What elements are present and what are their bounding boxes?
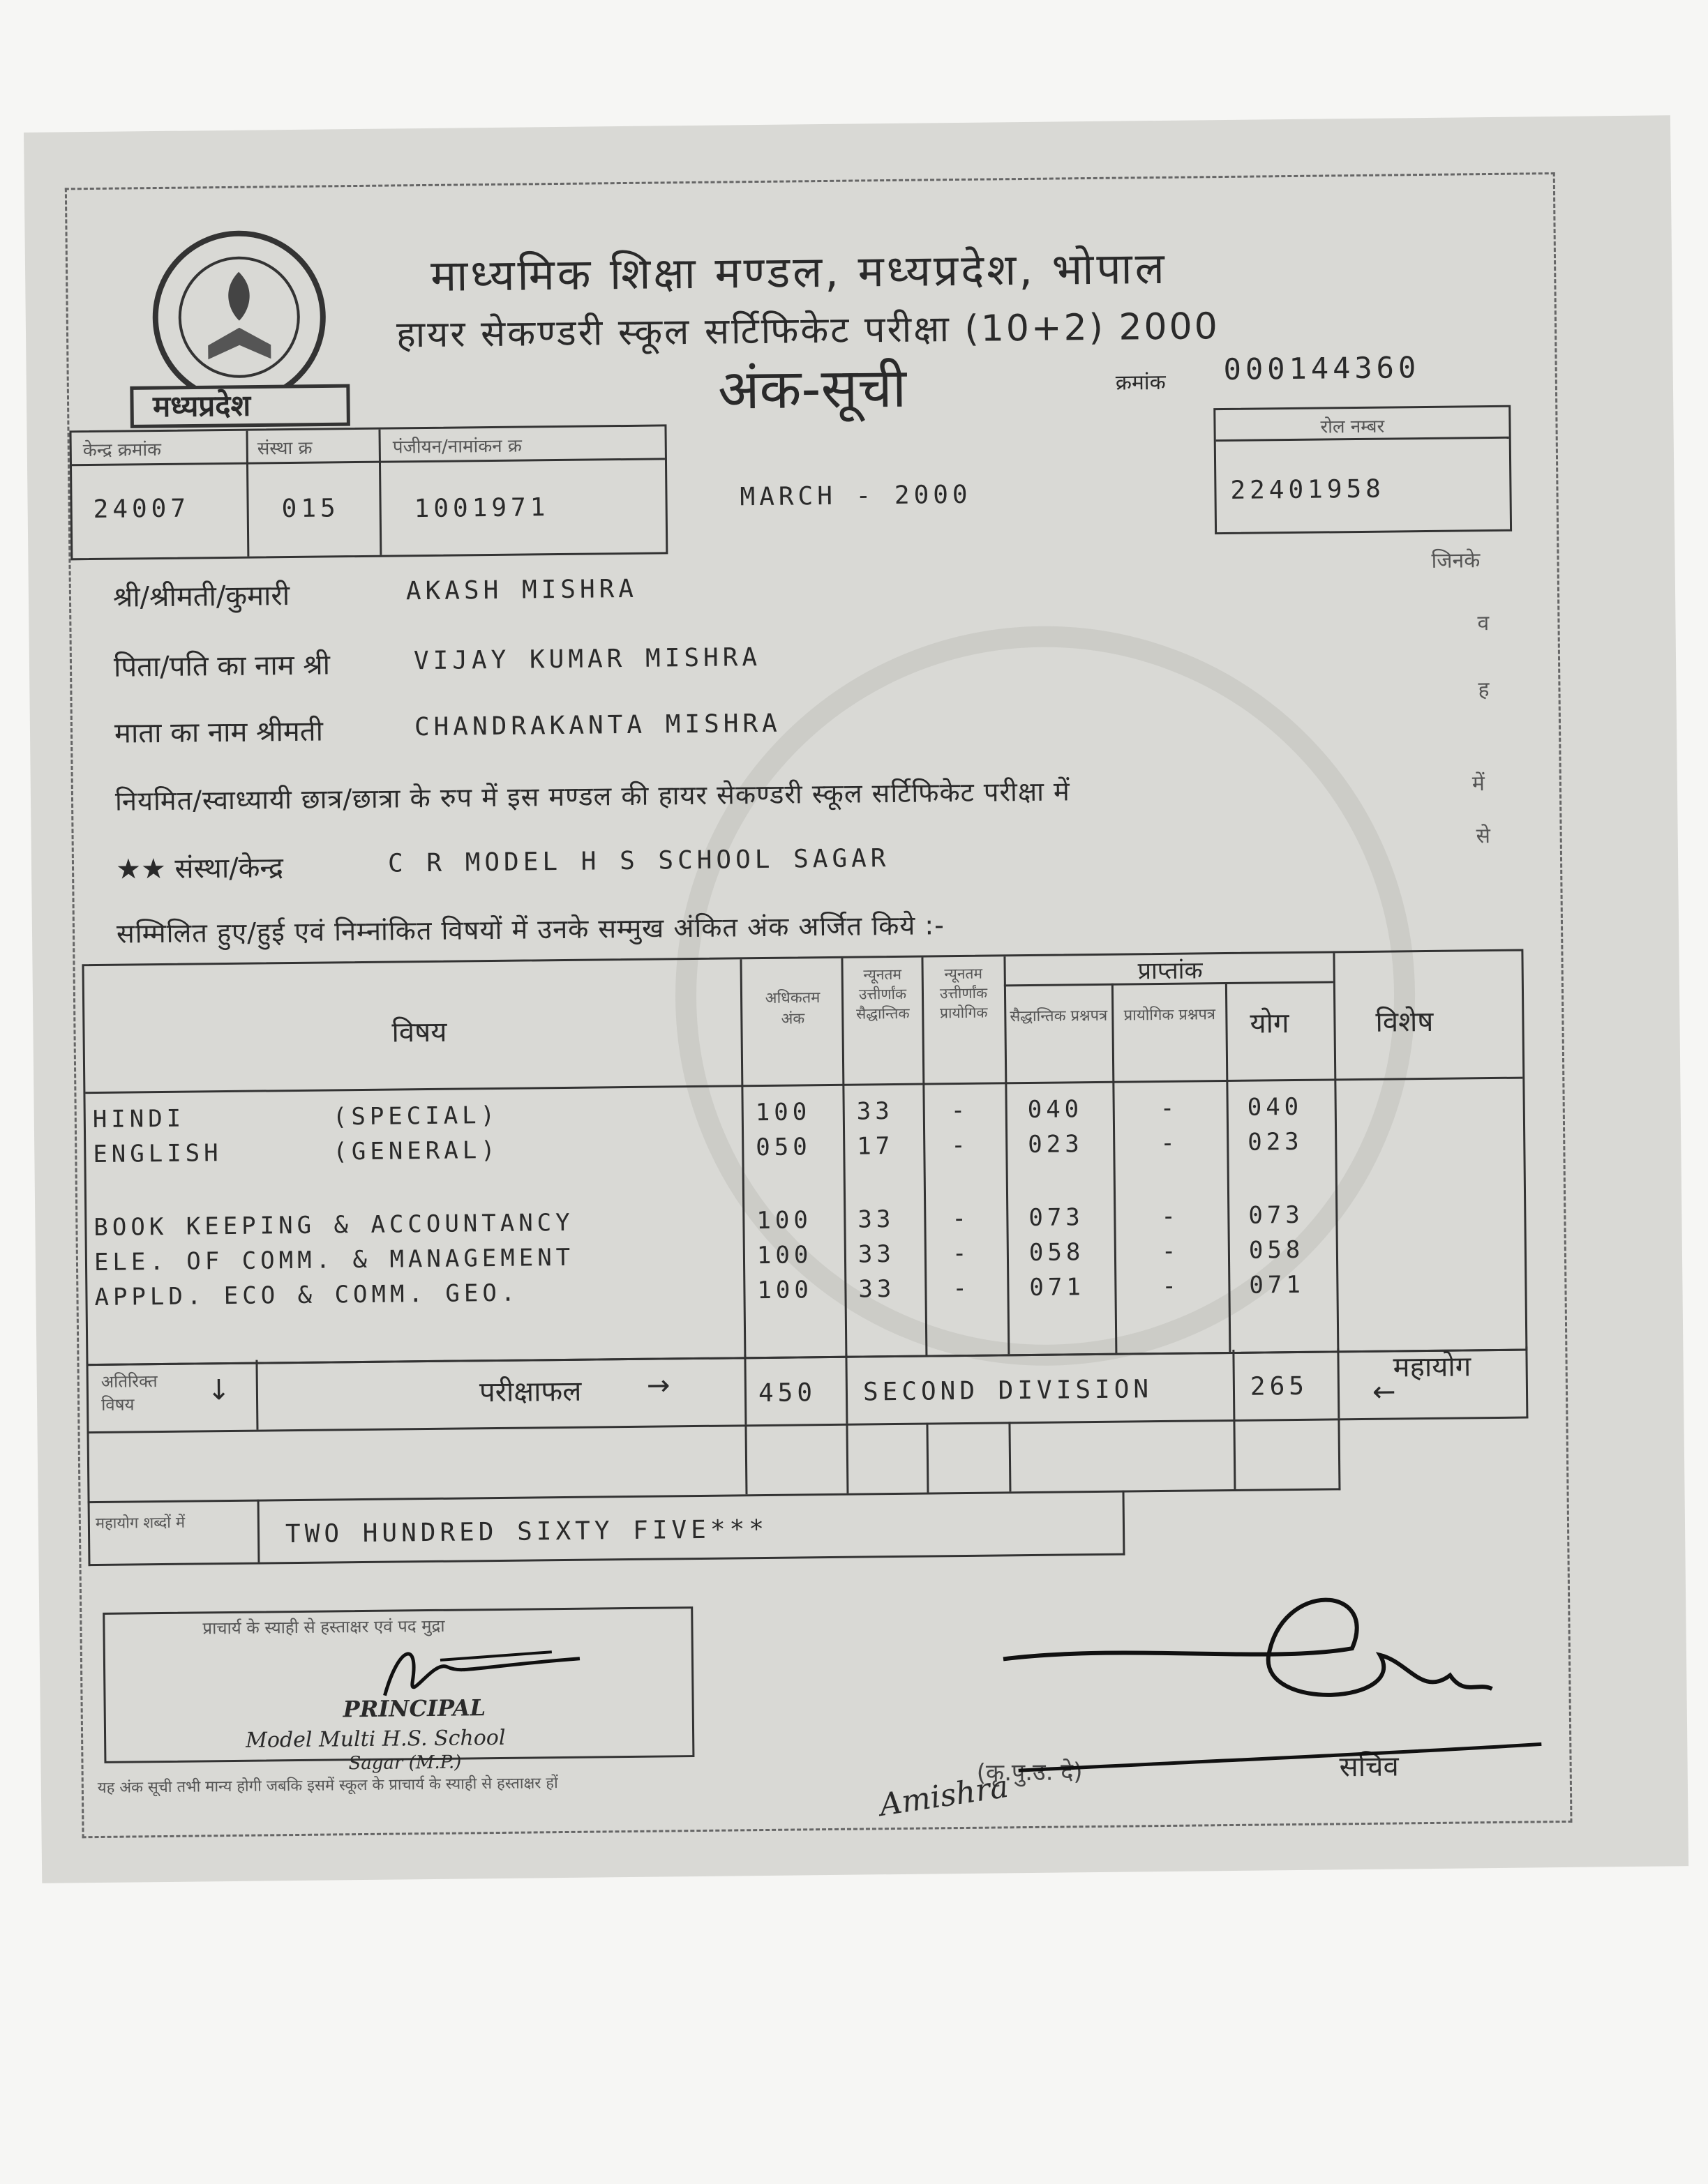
max-marks-cell: 100: [756, 1206, 813, 1235]
subject-cell: ELE. OF COMM. & MANAGEMENT: [93, 1243, 575, 1277]
registration-number: 1001971: [414, 493, 550, 524]
theory-header: सैद्धान्तिक प्रश्नपत्र: [1010, 1007, 1108, 1026]
min-practical-cell: -: [952, 1204, 971, 1233]
practical-marks-cell: -: [1160, 1129, 1179, 1158]
board-name: माध्यमिक शिक्षा मण्डल, मध्यप्रदेश, भोपाल: [430, 242, 1168, 301]
min-theory-cell: 33: [858, 1275, 896, 1304]
practical-marks-cell: -: [1161, 1237, 1181, 1266]
roll-number: 22401958: [1230, 474, 1386, 505]
additional-subject-label: अतिरिक्त विषय: [100, 1371, 158, 1415]
min-theory-cell: 33: [857, 1240, 896, 1269]
footer-note: यह अंक सूची तभी मान्य होगी जबकि इसमें स्कूल के प्राचार्य के स्याही से हस्ताक्षर हों: [97, 1775, 558, 1798]
secretary-signature-icon: [989, 1569, 1549, 1805]
initials-note: (कृ.पु.उ. दे): [976, 1758, 1083, 1787]
theory-marks-cell: 023: [1028, 1130, 1084, 1159]
left-arrow-icon: ←: [1372, 1376, 1396, 1408]
total-in-words-row: [88, 1491, 1125, 1567]
father-name-label: पिता/पति का नाम श्री: [113, 649, 331, 684]
serial-number: 000144360: [1223, 350, 1421, 387]
subject-header: विषय: [391, 1016, 447, 1049]
centre-number: 24007: [93, 494, 190, 524]
min-practical-cell: -: [952, 1239, 971, 1268]
grand-total-label: महायोग: [1393, 1350, 1471, 1384]
candidate-name: AKASH MISHRA: [405, 574, 638, 606]
min-theory-cell: 33: [857, 1205, 895, 1234]
principal-seal-box: [103, 1606, 694, 1763]
exam-session: MARCH - 2000: [740, 480, 972, 512]
subject-cell: APPLD. ECO & COMM. GEO.: [94, 1279, 520, 1312]
subject-cell: HINDI (SPECIAL): [92, 1101, 500, 1134]
down-arrow-icon: ↓: [207, 1373, 231, 1407]
min-practical-header: न्यूनतम उत्तीर्णांक प्रायोगिक: [939, 965, 988, 1022]
max-marks-header: अधिकतम अंक: [765, 989, 821, 1028]
school-label: ★★ संस्था/केन्द्र: [115, 852, 284, 886]
total-in-words: TWO HUNDRED SIXTY FIVE***: [285, 1514, 769, 1549]
blank-row: [87, 1418, 1341, 1503]
candidate-name-label: श्री/श्रीमती/कुमारी: [112, 580, 290, 614]
max-marks-cell: 100: [755, 1098, 811, 1127]
practical-marks-cell: -: [1162, 1272, 1181, 1301]
marksheet: [24, 115, 1688, 1883]
max-marks-cell: 100: [756, 1241, 813, 1270]
emblem-label: मध्यप्रदेश: [152, 388, 251, 424]
theory-marks-cell: 040: [1027, 1095, 1084, 1124]
theory-marks-cell: 071: [1029, 1273, 1086, 1302]
marksheet-border: [65, 172, 1573, 1838]
total-in-words-label: महायोग शब्दों में: [95, 1514, 186, 1533]
practical-header: प्रायोगिक प्रश्नपत्र: [1123, 1006, 1216, 1025]
registration-number-label: पंजीयन/नामांकन क्र: [392, 435, 523, 458]
document-title: अंक-सूची: [717, 356, 907, 422]
min-practical-cell: -: [951, 1131, 970, 1160]
max-marks-cell: 100: [757, 1276, 814, 1305]
serial-label: क्रमांक: [1115, 370, 1166, 396]
max-total: 450: [758, 1378, 817, 1408]
secretary-label: सचिव: [1339, 1750, 1399, 1784]
total-marks-cell: 073: [1248, 1200, 1304, 1230]
min-theory-header: न्यूनतम उत्तीर्णांक सैद्धान्तिक: [855, 965, 910, 1023]
mother-name: CHANDRAKANTA MISHRA: [414, 709, 781, 742]
practical-marks-cell: -: [1160, 1094, 1179, 1123]
right-arrow-icon: →: [646, 1369, 671, 1402]
total-header: योग: [1250, 1007, 1289, 1040]
roll-number-label: रोल नम्बर: [1320, 416, 1385, 438]
theory-marks-cell: 058: [1028, 1238, 1085, 1267]
included-line: सम्मिलित हुए/हुई एवं निम्नांकित विषयों में उनके सम्मुख अंकित अंक अर्जित किये :-: [116, 910, 945, 949]
total-marks-cell: 040: [1247, 1092, 1303, 1122]
total-marks-cell: 058: [1248, 1235, 1305, 1265]
centre-details-box: [69, 424, 668, 560]
margin-text-1: जिनके: [1431, 548, 1481, 573]
mother-name-label: माता का नाम श्रीमती: [114, 715, 324, 750]
total-marks-cell: 071: [1249, 1270, 1305, 1300]
subject-cell: ENGLISH (GENERAL): [93, 1136, 500, 1169]
total-marks-cell: 023: [1248, 1127, 1303, 1157]
institution-number-label: संस्था क्र: [257, 437, 313, 460]
father-name: VIJAY KUMAR MISHRA: [413, 642, 762, 676]
margin-text-4: में: [1471, 771, 1485, 797]
exam-title: हायर सेकण्डरी स्कूल सर्टिफिकेट परीक्षा (10+2) 2000: [396, 306, 1220, 356]
principal-stamp-title: PRINCIPAL: [343, 1694, 486, 1723]
principal-stamp-place: Sagar (M.P.): [348, 1752, 462, 1775]
margin-text-3: ह: [1478, 677, 1490, 702]
marks-table: [82, 949, 1527, 1366]
min-practical-cell: -: [950, 1096, 970, 1125]
roll-number-box: [1213, 405, 1512, 534]
principal-signature-note: प्राचार्य के स्याही से हस्ताक्षर एवं पद मुद्रा: [202, 1616, 445, 1639]
grand-total: 265: [1250, 1371, 1309, 1401]
min-theory-cell: 33: [856, 1097, 894, 1126]
max-marks-cell: 050: [756, 1133, 811, 1162]
practical-marks-cell: -: [1161, 1202, 1181, 1231]
centre-number-label: केन्द्र क्रमांक: [82, 439, 162, 462]
theory-marks-cell: 073: [1028, 1203, 1084, 1233]
special-header: विशेष: [1375, 1005, 1434, 1039]
min-theory-cell: 17: [857, 1132, 894, 1161]
result-division: SECOND DIVISION: [862, 1375, 1153, 1407]
margin-text-5: से: [1476, 824, 1491, 849]
regular-candidate-line: नियमित/स्वाध्यायी छात्र/छात्रा के रुप में इस मण्डल की हायर सेकण्डरी स्कूल सर्टिफिकेट परीक्षा में: [114, 776, 1070, 817]
handwritten-signature: Amishra: [877, 1768, 1011, 1823]
margin-text-2: व: [1477, 611, 1490, 636]
min-practical-cell: -: [952, 1274, 972, 1303]
result-label: परीक्षाफल: [479, 1375, 582, 1409]
obtained-header: प्राप्तांक: [1137, 956, 1203, 986]
subject-cell: BOOK KEEPING & ACCOUNTANCY: [93, 1208, 574, 1242]
school-name: C R MODEL H S SCHOOL SAGAR: [387, 844, 890, 878]
institution-number: 015: [281, 494, 340, 524]
principal-stamp-school: Model Multi H.S. School: [245, 1725, 506, 1753]
